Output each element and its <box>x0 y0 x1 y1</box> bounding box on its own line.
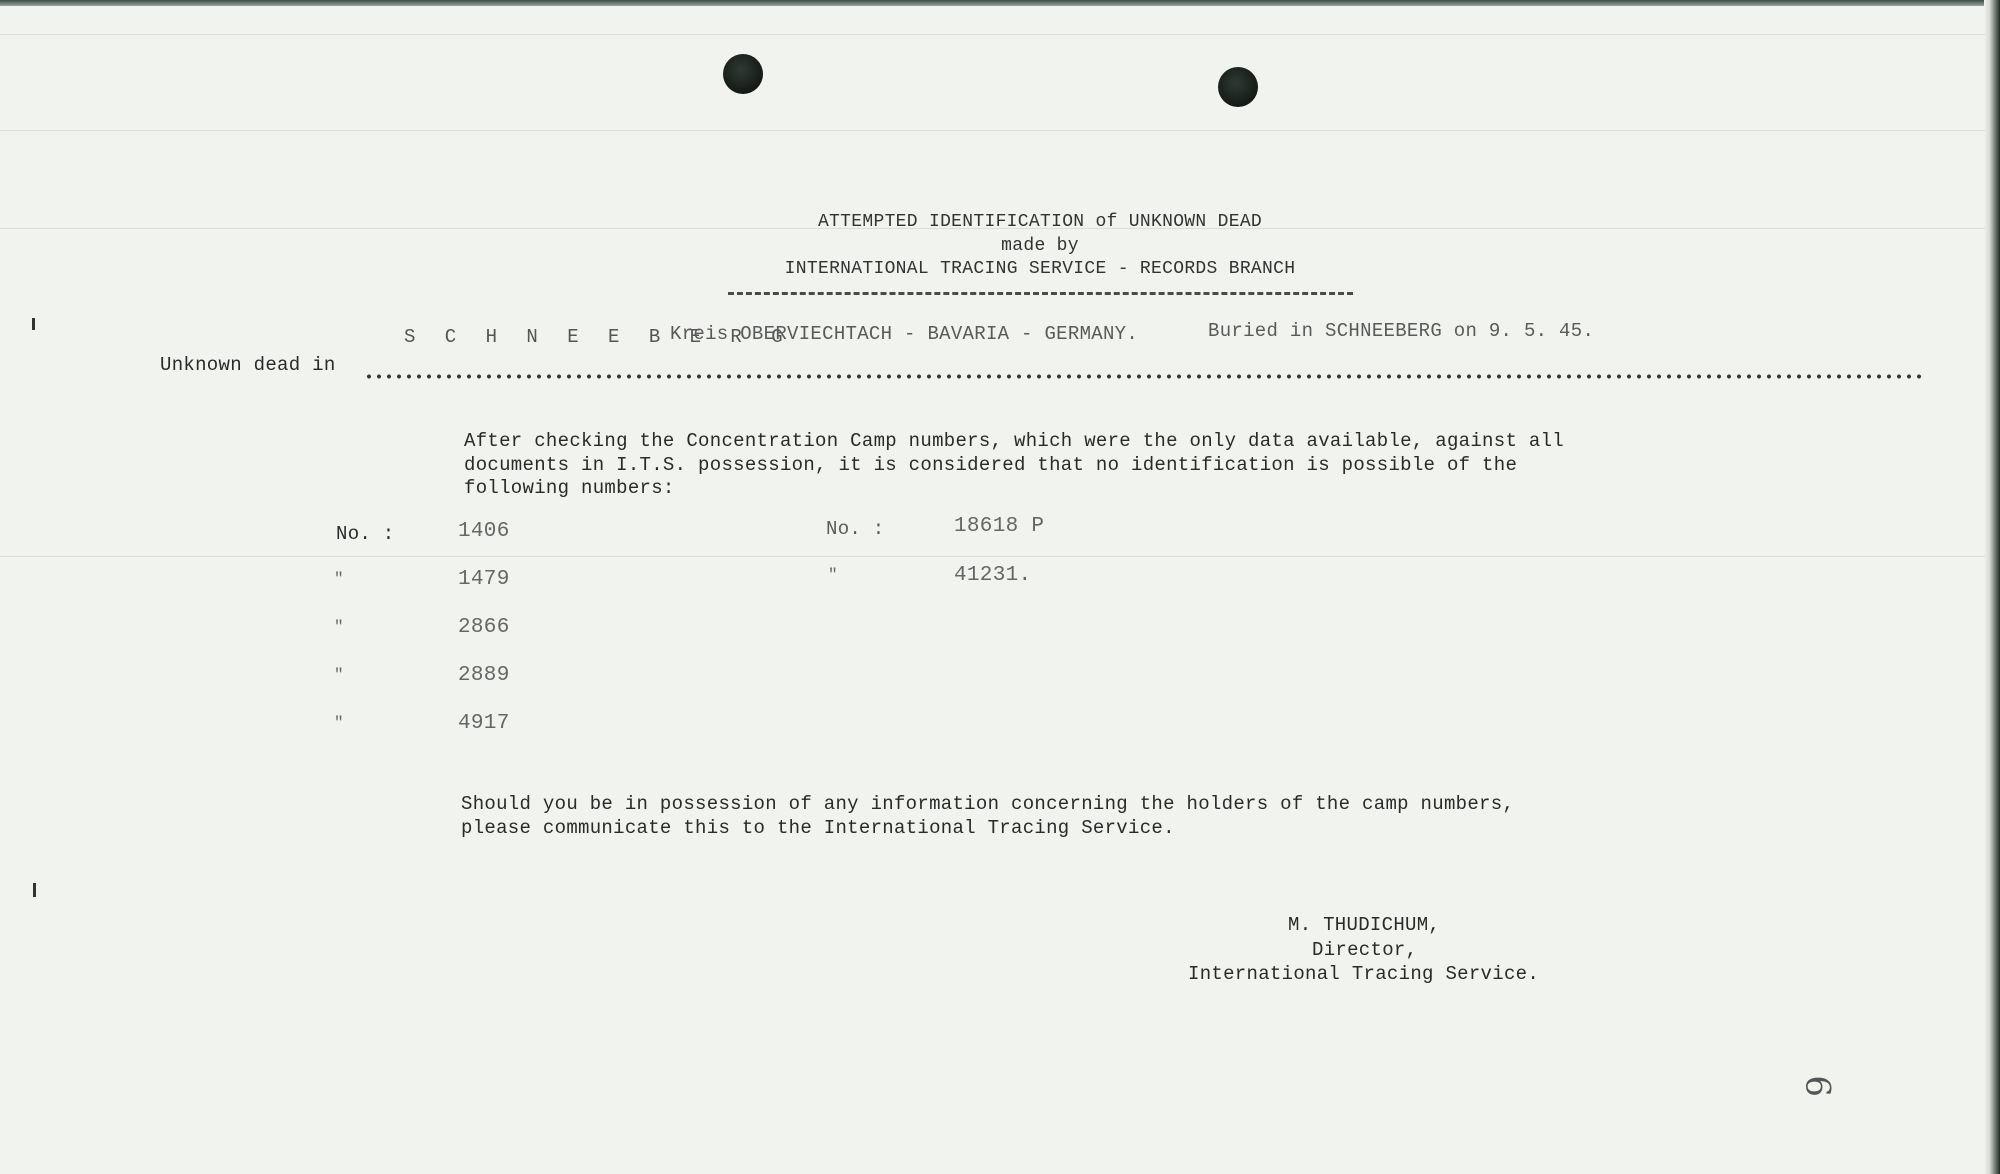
camp-number: 4917 <box>458 712 510 735</box>
ditto-mark: " <box>334 714 344 732</box>
closing-line-2: please communicate this to the International Tracing Service. <box>461 817 1175 839</box>
burial-details: Buried in SCHNEEBERG on 9. 5. 45. <box>1208 320 1595 342</box>
dot-leader <box>364 374 1926 379</box>
paper-rule-line <box>0 556 1985 557</box>
punch-hole-right <box>1218 67 1258 107</box>
intro-line-1: After checking the Concentration Camp numbers, which were the only data available, against all <box>464 430 1564 452</box>
unknown-dead-label: Unknown dead in <box>160 354 336 376</box>
ditto-mark: " <box>334 618 344 636</box>
edge-mark <box>33 883 36 897</box>
intro-line-2: documents in I.T.S. possession, it is considered that no identification is possible of the <box>464 454 1518 476</box>
signature-organization: International Tracing Service. <box>1188 963 1540 985</box>
camp-number: 1406 <box>458 520 510 543</box>
number-label: No. : <box>826 518 885 540</box>
ditto-mark: " <box>334 570 344 588</box>
edge-mark <box>32 318 35 330</box>
signature-title: Director, <box>1312 939 1418 961</box>
camp-number: 2866 <box>458 616 510 639</box>
camp-number: 18618 P <box>954 515 1045 538</box>
header-branch: INTERNATIONAL TRACING SERVICE - RECORDS BRANCH <box>784 259 1296 279</box>
header-title: ATTEMPTED IDENTIFICATION of UNKNOWN DEAD <box>817 212 1263 232</box>
scan-edge-top <box>0 0 2000 6</box>
paper-rule-line <box>0 34 1985 35</box>
punch-hole-left <box>723 54 763 94</box>
closing-line-1: Should you be in possession of any information concerning the holders of the camp numbers, <box>461 793 1515 815</box>
camp-number: 2889 <box>458 664 510 687</box>
page-mark: 9 <box>1800 1075 1840 1097</box>
intro-line-3: following numbers: <box>464 477 675 499</box>
paper-rule-line <box>0 130 1985 131</box>
place-details: Kreis OBERVIECHTACH - BAVARIA - GERMANY. <box>670 323 1139 345</box>
header-dashed-rule <box>728 292 1353 295</box>
place-name: S C H N E E B E R G <box>404 326 792 348</box>
camp-number: 1479 <box>458 568 510 591</box>
ditto-mark: " <box>334 666 344 684</box>
header-subtitle: made by <box>1001 236 1079 256</box>
signature-name: M. THUDICHUM, <box>1288 914 1441 936</box>
camp-number: 41231. <box>954 564 1032 587</box>
number-label: No. : <box>336 523 395 545</box>
ditto-mark: " <box>828 566 838 584</box>
scan-edge-right <box>1984 0 2000 1174</box>
